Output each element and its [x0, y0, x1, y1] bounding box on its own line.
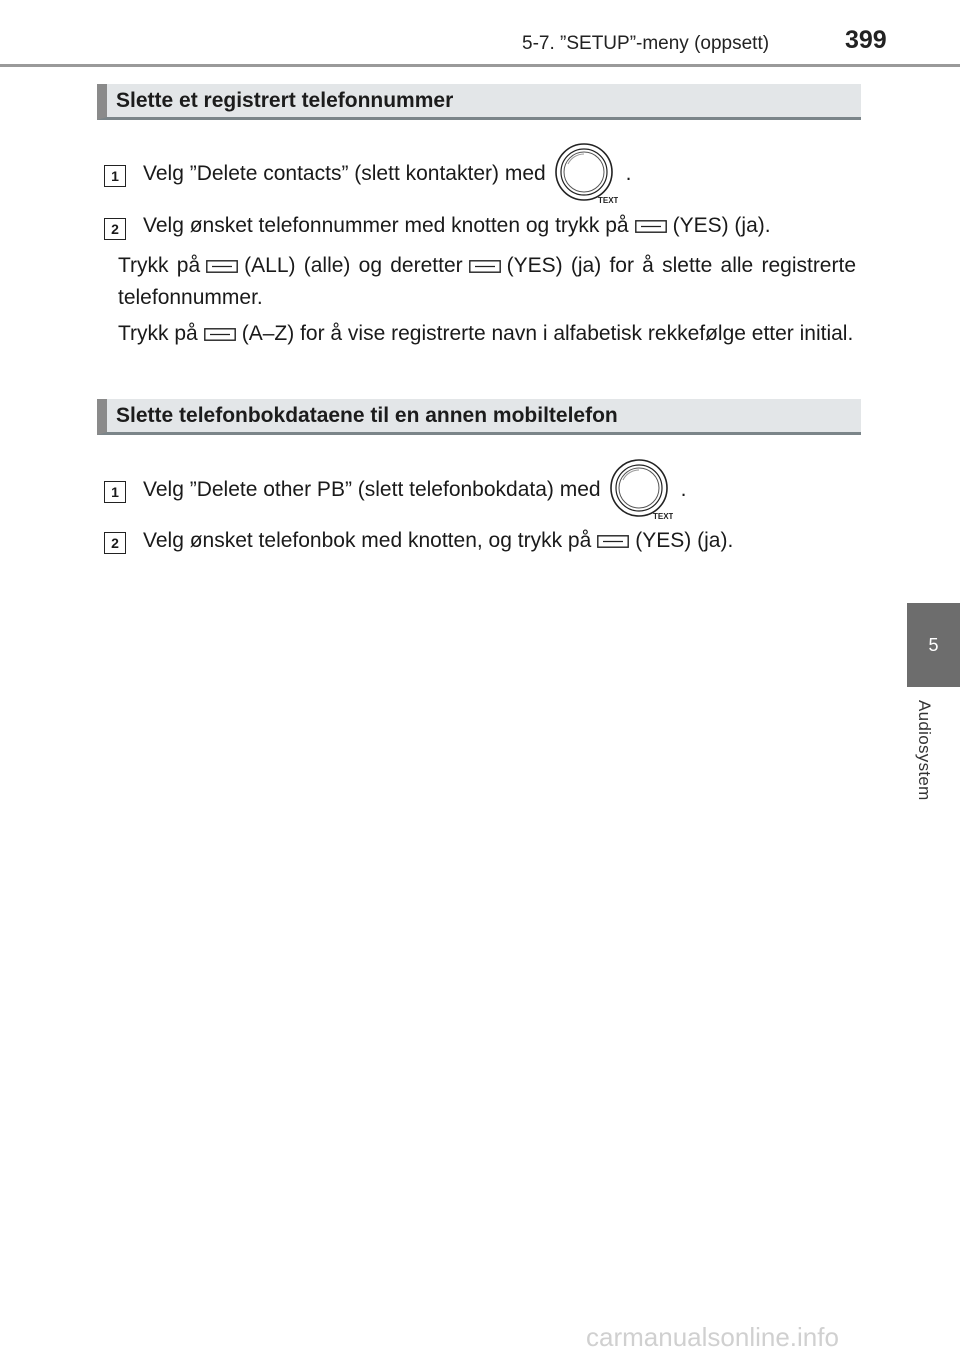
step-text-part: Velg ønsket telefonbok med knotten, og trykk på	[143, 529, 592, 552]
chapter-number: 5	[928, 634, 939, 655]
note-text-part: (ALL) (alle) og deretter	[244, 254, 463, 277]
page-number: 399	[845, 26, 887, 54]
note-text-part: Trykk på	[118, 254, 201, 277]
tune-knob-icon	[554, 142, 618, 206]
chapter-tab	[907, 603, 960, 687]
note-paragraph	[118, 318, 856, 350]
knob-label: TEXT	[597, 196, 618, 205]
note-paragraph	[118, 250, 856, 314]
footer-watermark: carmanualsonline.info	[586, 1322, 839, 1352]
preset-button-icon	[597, 535, 629, 548]
note-text-part: (YES) (ja) for å slette alle registrerte telefonnummer.	[118, 254, 856, 309]
step-text	[143, 458, 686, 522]
step-number: 2	[104, 532, 126, 554]
preset-button-icon	[206, 260, 238, 273]
preset-button-icon	[635, 220, 667, 233]
section-title: Slette et registrert telefonnummer	[116, 88, 454, 112]
step-text-part: Velg ”Delete other PB” (slett telefonbokdata) med	[143, 478, 601, 501]
knob-label: TEXT	[652, 512, 673, 521]
step-text-part: (YES) (ja).	[635, 529, 734, 552]
step-text	[143, 214, 771, 238]
step-text-part: .	[680, 478, 687, 501]
step-number: 1	[104, 481, 126, 503]
step-number: 2	[104, 218, 126, 240]
step-text	[143, 529, 733, 553]
note-text-part: (A–Z) for å vise registrerte navn i alfabetisk rekkefølge etter initial.	[241, 322, 854, 345]
tune-knob-icon	[609, 458, 673, 522]
header-divider	[0, 64, 960, 67]
step-text-part: (YES) (ja).	[672, 214, 771, 237]
note-text-part: Trykk på	[118, 322, 198, 345]
step-text-part: Velg ønsket telefonnummer med knotten og trykk på	[143, 214, 629, 237]
step-text-part: Velg ”Delete contacts” (slett kontakter) med	[143, 162, 546, 185]
step-number: 1	[104, 165, 126, 187]
step-text	[143, 142, 632, 206]
preset-button-icon	[204, 328, 236, 341]
section-heading	[97, 399, 861, 435]
preset-button-icon	[469, 260, 501, 273]
section-title: Slette telefonbokdataene til en annen mobiltelefon	[116, 403, 618, 427]
chapter-label: Audiosystem	[915, 700, 934, 801]
section-heading	[97, 84, 861, 120]
step-text-part: .	[625, 162, 632, 185]
header-title: 5-7. ”SETUP”-meny (oppsett)	[522, 33, 770, 54]
